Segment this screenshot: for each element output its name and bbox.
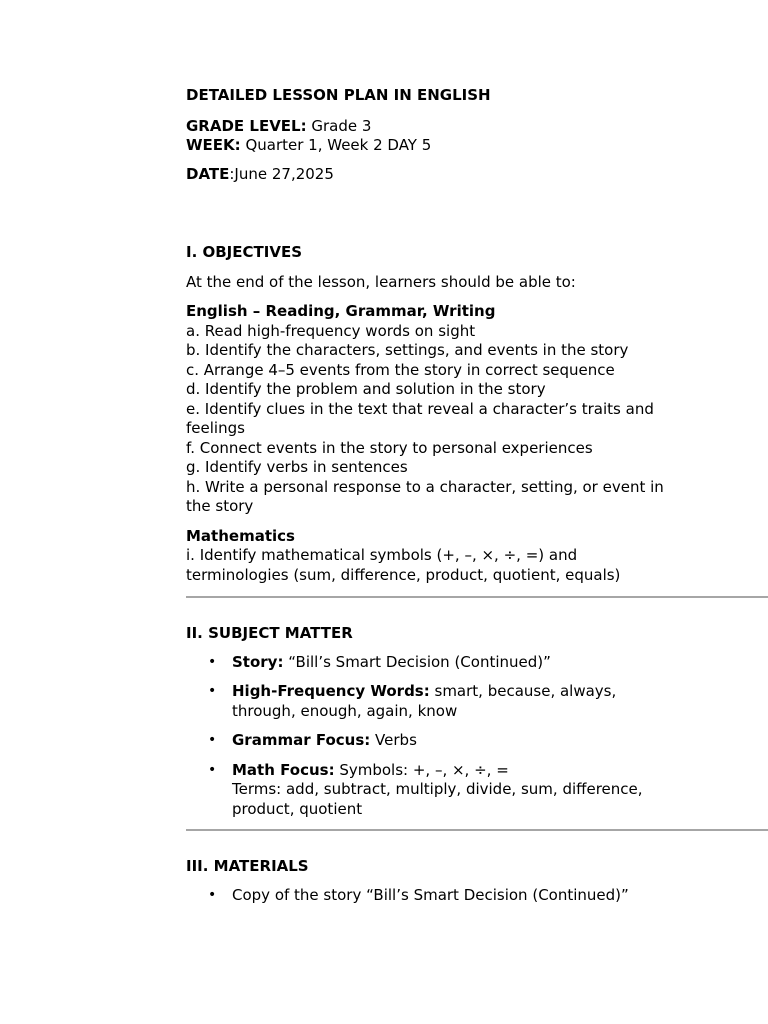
item-text: smart, because, always, through, enough, again, know bbox=[232, 682, 617, 720]
bullet-icon: • bbox=[208, 886, 217, 903]
objectives-intro: At the end of the lesson, learners should be able to: bbox=[186, 272, 576, 291]
objective-item: g. Identify verbs in sentences bbox=[186, 458, 408, 476]
objective-item: i. Identify mathematical symbols (+, –, ×, ÷, =) and terminologies (sum, difference, product, quotient, equals) bbox=[186, 546, 621, 584]
list-item bbox=[186, 731, 768, 751]
objective-item: c. Arrange 4–5 events from the story in correct sequence bbox=[186, 360, 615, 379]
materials-list bbox=[186, 886, 768, 906]
item-extra: Terms: add, subtract, multiply, divide, sum, difference, product, quotient bbox=[232, 780, 643, 818]
objective-item: f. Connect events in the story to personal experiences bbox=[186, 438, 593, 457]
objective-item: d. Identify the problem and solution in the story bbox=[186, 380, 546, 398]
english-objectives bbox=[186, 302, 768, 517]
objective-item: b. Identify the characters, settings, and events in the story bbox=[186, 341, 629, 359]
objective-item: e. Identify clues in the text that reveal a character’s traits and feelings bbox=[186, 399, 654, 437]
list-item bbox=[186, 653, 768, 673]
item-label: Story: bbox=[232, 652, 284, 671]
grade-level-line bbox=[186, 117, 768, 137]
grade-level-value: Grade 3 bbox=[306, 116, 372, 135]
item-label: Grammar Focus: bbox=[232, 731, 371, 749]
item-text: “Bill’s Smart Decision (Continued)” bbox=[283, 652, 551, 671]
item-text: Symbols: +, –, ×, ÷, = bbox=[334, 760, 509, 779]
item-label: High-Frequency Words: bbox=[232, 682, 430, 700]
section-divider bbox=[186, 596, 768, 598]
english-objectives-heading: English – Reading, Grammar, Writing bbox=[186, 302, 496, 320]
objective-item: a. Read high-frequency words on sight bbox=[186, 321, 476, 340]
list-item bbox=[186, 682, 768, 721]
objective-item: h. Write a personal response to a character, setting, or event in the story bbox=[186, 477, 664, 515]
section-divider bbox=[186, 829, 768, 831]
lesson-plan-page bbox=[186, 86, 768, 915]
math-objectives bbox=[186, 527, 768, 586]
week-label: WEEK: bbox=[186, 136, 241, 154]
item-text: Verbs bbox=[370, 731, 417, 749]
list-item bbox=[186, 886, 768, 906]
materials-heading: III. MATERIALS bbox=[186, 857, 309, 875]
objectives-heading: I. OBJECTIVES bbox=[186, 243, 302, 261]
bullet-icon: • bbox=[208, 761, 217, 778]
math-objectives-heading: Mathematics bbox=[186, 526, 295, 545]
item-label: Math Focus: bbox=[232, 760, 335, 779]
bullet-icon: • bbox=[208, 683, 217, 699]
date-line bbox=[186, 165, 768, 185]
subject-matter-list bbox=[186, 653, 768, 820]
bullet-icon: • bbox=[208, 653, 217, 670]
bullet-icon: • bbox=[208, 732, 217, 748]
week-value: Quarter 1, Week 2 DAY 5 bbox=[240, 136, 432, 154]
date-value: :June 27,2025 bbox=[229, 164, 334, 183]
list-item bbox=[186, 761, 768, 820]
subject-matter-heading: II. SUBJECT MATTER bbox=[186, 624, 353, 642]
date-label: DATE bbox=[186, 164, 230, 183]
item-text: Copy of the story “Bill’s Smart Decision (Continued)” bbox=[232, 885, 629, 904]
grade-level-label: GRADE LEVEL: bbox=[186, 116, 307, 135]
week-line bbox=[186, 136, 768, 156]
document-title: DETAILED LESSON PLAN IN ENGLISH bbox=[186, 86, 491, 104]
